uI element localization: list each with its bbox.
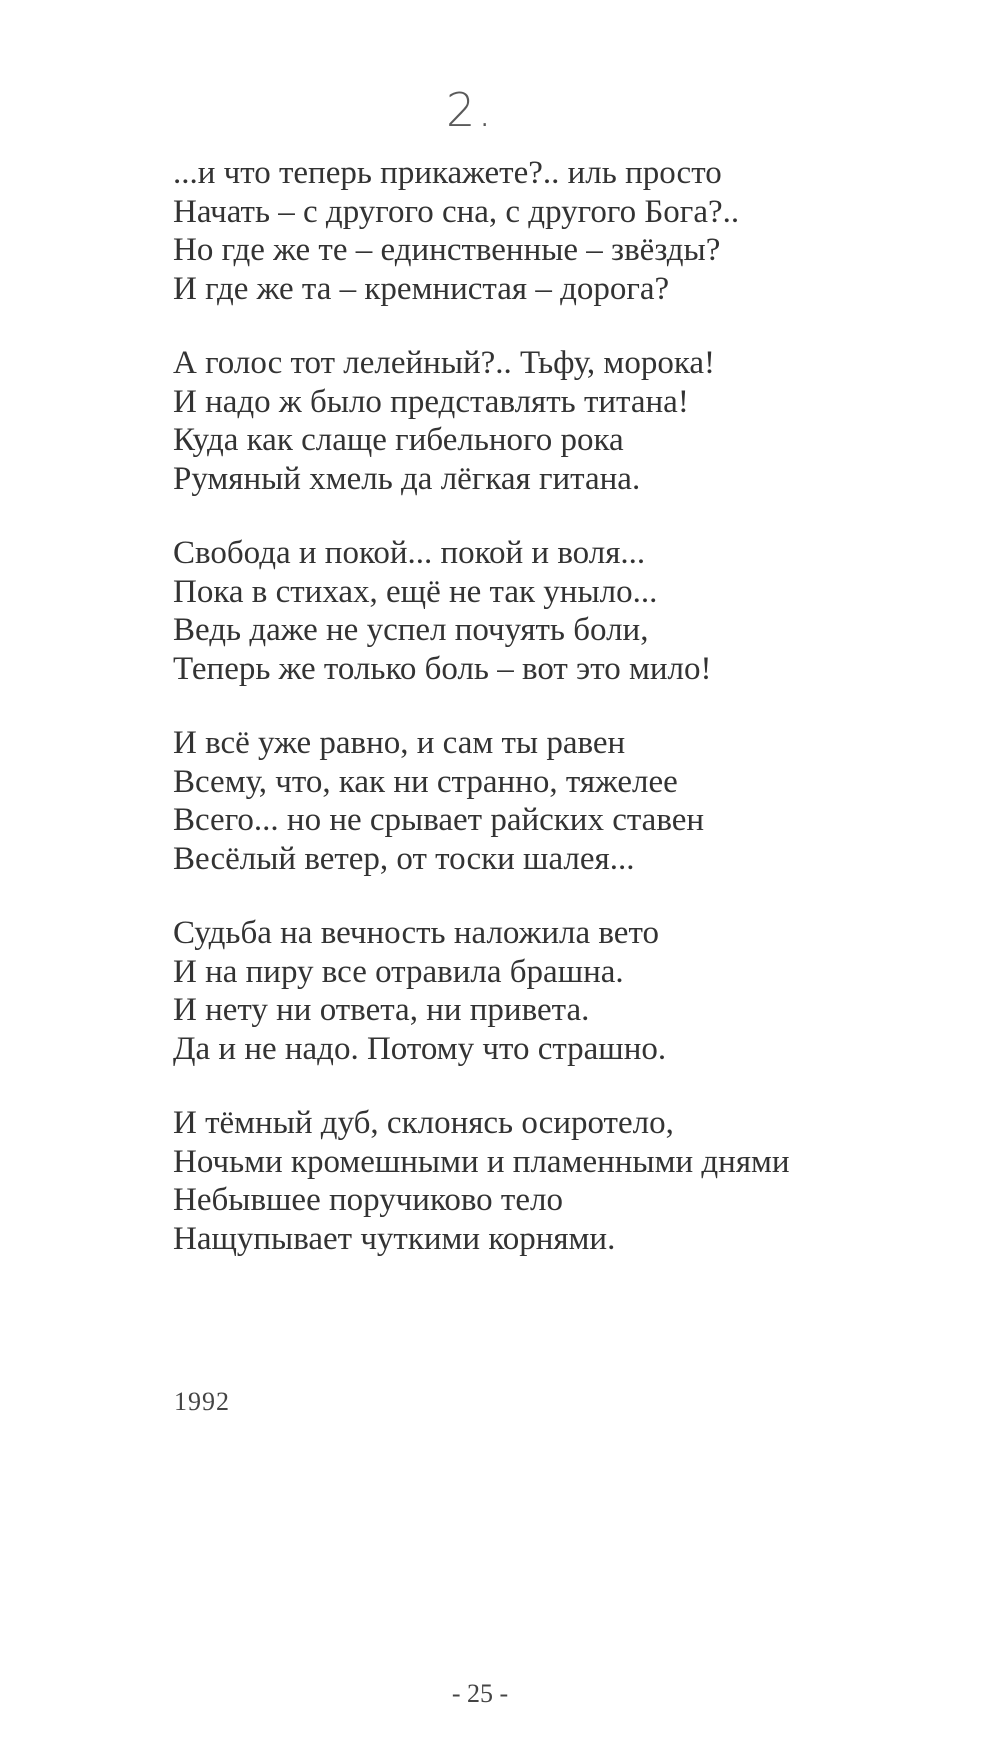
poem-line: Теперь же только боль – вот это мило! bbox=[173, 650, 712, 687]
poem-line: Свобода и покой... покой и воля... bbox=[173, 535, 646, 571]
poem-line: Весёлый ветер, от тоски шалея... bbox=[173, 840, 635, 877]
poem-line: Да и не надо. Потому что страшно. bbox=[173, 1030, 667, 1067]
poem-line: Судьба на вечность наложила вето bbox=[173, 915, 659, 951]
poem-line: Пока в стихах, ещё не так уныло... bbox=[173, 573, 658, 610]
poem-line: ...и что теперь прикажете?.. иль просто bbox=[173, 155, 722, 191]
stanza bbox=[173, 724, 973, 878]
poem-line: И надо ж было представлять титана! bbox=[173, 383, 689, 420]
poem-number: 2. bbox=[446, 83, 494, 137]
page-number: - 25 - bbox=[451, 1679, 509, 1708]
poem-line: И тёмный дуб, склонясь осиротело, bbox=[173, 1105, 674, 1141]
poem-body bbox=[173, 154, 973, 1294]
poem-line: Но где же те – единственные – звёзды? bbox=[173, 232, 721, 268]
poem-line: Румяный хмель да лёгкая гитана. bbox=[173, 460, 641, 497]
stanza bbox=[173, 534, 973, 688]
poem-line: Куда как слаще гибельного рока bbox=[173, 422, 624, 458]
poem-line: И всё уже равно, и сам ты равен bbox=[173, 725, 626, 761]
poem-line: И где же та – кремнистая – дорога? bbox=[173, 270, 670, 307]
stanza bbox=[173, 344, 973, 498]
poem-line: И на пиру все отравила брашна. bbox=[173, 953, 624, 990]
poem-line: Небывшее поручиково тело bbox=[173, 1182, 563, 1218]
poem-line: Всего... но не срывает райских ставен bbox=[173, 802, 705, 838]
poem-line: Ночьми кромешными и пламенными днями bbox=[173, 1143, 790, 1180]
poem-line: Ведь даже не успел почуять боли, bbox=[173, 612, 649, 648]
poem-line: Начать – с другого сна, с другого Бога?.. bbox=[173, 193, 740, 230]
stanza bbox=[173, 1104, 973, 1258]
poem-year: 1992 bbox=[174, 1387, 230, 1416]
poem-line: Всему, что, как ни странно, тяжелее bbox=[173, 763, 678, 800]
poem-line: А голос тот лелейный?.. Тьфу, морока! bbox=[173, 345, 715, 381]
stanza bbox=[173, 154, 973, 308]
poem-line: И нету ни ответа, ни привета. bbox=[173, 992, 590, 1028]
stanza bbox=[173, 914, 973, 1068]
poem-line: Нащупывает чуткими корнями. bbox=[173, 1220, 616, 1257]
